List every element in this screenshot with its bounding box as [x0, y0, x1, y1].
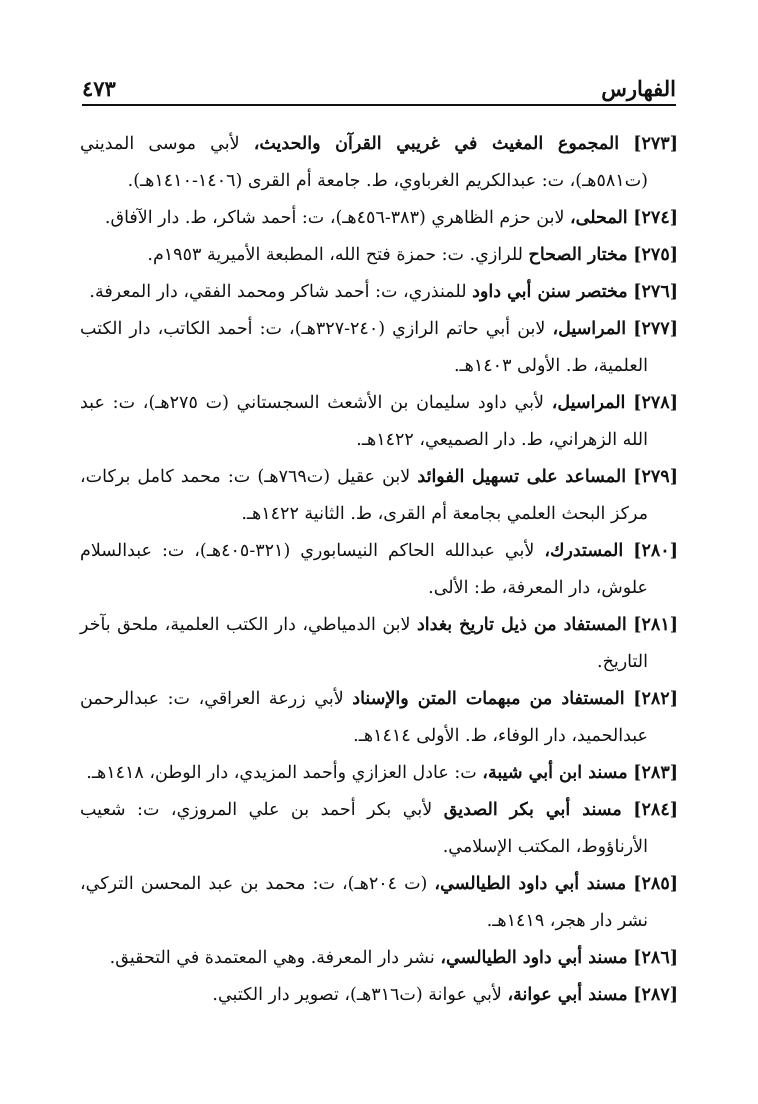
- bibliography-entry: [80, 126, 678, 200]
- entry-title: مختصر سنن أبي داود: [472, 282, 628, 302]
- entry-details: نشر دار المعرفة. وهي المعتمدة في التحقيق.: [109, 948, 441, 968]
- entry-title: مسند أبي داود الطيالسي،: [434, 874, 627, 894]
- bibliography-entry: [80, 237, 678, 274]
- entry-details: للرازي. ت: حمزة فتح الله، المطبعة الأميرية ١٩٥٣م.: [147, 245, 529, 265]
- bibliography-entry: [80, 607, 678, 681]
- entry-number: [٢٨٣]: [633, 763, 678, 783]
- entry-details: لأبي موسى المديني (ت٥٨١هـ)، ت: عبدالكريم الغرباوي، ط. جامعة أم القرى (١٤٠٦-١٤١٠هـ).: [80, 134, 648, 191]
- entry-title: مختار الصحاح: [528, 245, 628, 265]
- entry-details: (ت ٢٠٤هـ)، ت: محمد بن عبد المحسن التركي، نشر دار هجر، ١٤١٩هـ.: [80, 874, 648, 931]
- entry-details: لأبي عبدالله الحاكم النيسابوري (٣٢١-٤٠٥هـ)، ت: عبدالسلام علوش، دار المعرفة، ط: الألى.: [80, 541, 648, 598]
- page-header: [82, 68, 676, 106]
- entry-number: [٢٨١]: [633, 615, 678, 635]
- entry-number: [٢٨٥]: [633, 874, 678, 894]
- entry-title: مسند ابن أبي شيبة،: [482, 763, 628, 783]
- entry-details: لأبي داود سليمان بن الأشعث السجستاني (ت ٢٧٥هـ)، ت: عبد الله الزهراني، ط. دار الصميعي، ١٤٢٢هـ.: [80, 393, 648, 450]
- bibliography-entry: [80, 940, 678, 977]
- entry-number: [٢٧٤]: [633, 208, 678, 228]
- entry-details: لأبي بكر أحمد بن علي المروزي، ت: شعيب الأرناؤوط، المكتب الإسلامي.: [80, 800, 648, 857]
- bibliography-entry: [80, 866, 678, 940]
- running-title: الفهارس: [601, 76, 676, 101]
- bibliography-entry: [80, 274, 678, 311]
- entry-number: [٢٨٢]: [633, 689, 678, 709]
- entry-number: [٢٨٤]: [633, 800, 678, 820]
- entry-details: لأبي زرعة العراقي، ت: عبدالرحمن عبدالحميد، دار الوفاء، ط. الأولى ١٤١٤هـ.: [80, 689, 648, 746]
- entry-number: [٢٧٥]: [633, 245, 678, 265]
- entry-number: [٢٨٠]: [633, 541, 678, 561]
- entry-title: مسند أبي بكر الصديق: [443, 800, 622, 820]
- entry-details: لابن الدمياطي، دار الكتب العلمية، ملحق بآخر التاريخ.: [80, 615, 648, 672]
- bibliography-entry: [80, 385, 678, 459]
- bibliography-entry: [80, 200, 678, 237]
- bibliography-entry: [80, 755, 678, 792]
- entry-number: [٢٧٨]: [633, 393, 678, 413]
- entry-number: [٢٧٩]: [633, 467, 678, 487]
- bibliography-entry: [80, 459, 678, 533]
- entry-title: مسند أبي داود الطيالسي،: [440, 948, 628, 968]
- bibliography-entry: [80, 533, 678, 607]
- entry-details: للمنذري، ت: أحمد شاكر ومحمد الفقي، دار المعرفة.: [89, 282, 473, 302]
- bibliography-entry: [80, 311, 678, 385]
- entry-title: المراسيل،: [552, 319, 627, 339]
- entry-title: المحلى،: [570, 208, 628, 228]
- page-number: ٤٧٣: [82, 76, 116, 101]
- bibliography-entry: [80, 681, 678, 755]
- entry-title: المجموع المغيث في غريبي القرآن والحديث،: [253, 134, 620, 154]
- entry-details: ت: عادل العزازي وأحمد المزيدي، دار الوطن، ١٤١٨هـ.: [86, 763, 483, 783]
- entry-title: المستفاد من مبهمات المتن والإسناد: [352, 689, 625, 709]
- entry-details: لابن حزم الظاهري (٣٨٣-٤٥٦هـ)، ت: أحمد شاكر، ط. دار الآفاق.: [104, 208, 571, 228]
- entry-details: لابن عقيل (ت٧٦٩هـ) ت: محمد كامل بركات، مركز البحث العلمي بجامعة أم القرى، ط. الثانية ١٤٢٢هـ.: [80, 467, 648, 524]
- entry-title: المستفاد من ذيل تاريخ بغداد: [417, 615, 627, 635]
- bibliography-entry: [80, 792, 678, 866]
- entry-number: [٢٧٦]: [633, 282, 678, 302]
- bibliography-entry: [80, 977, 678, 1014]
- entry-title: المستدرك،: [544, 541, 624, 561]
- entry-number: [٢٧٣]: [633, 134, 678, 154]
- entry-number: [٢٨٧]: [633, 985, 678, 1005]
- entry-number: [٢٧٧]: [633, 319, 678, 339]
- entry-details: لأبي عوانة (ت٣١٦هـ)، تصوير دار الكتبي.: [212, 985, 508, 1005]
- entry-details: لابن أبي حاتم الرازي (٢٤٠-٣٢٧هـ)، ت: أحمد الكاتب، دار الكتب العلمية، ط. الأولى ١٤٠٣هـ.: [80, 319, 648, 376]
- entry-title: المراسيل،: [551, 393, 626, 413]
- entry-title: المساعد على تسهيل الفوائد: [417, 467, 627, 487]
- bibliography-list: [80, 126, 678, 1014]
- entry-title: مسند أبي عوانة،: [507, 985, 628, 1005]
- entry-number: [٢٨٦]: [633, 948, 678, 968]
